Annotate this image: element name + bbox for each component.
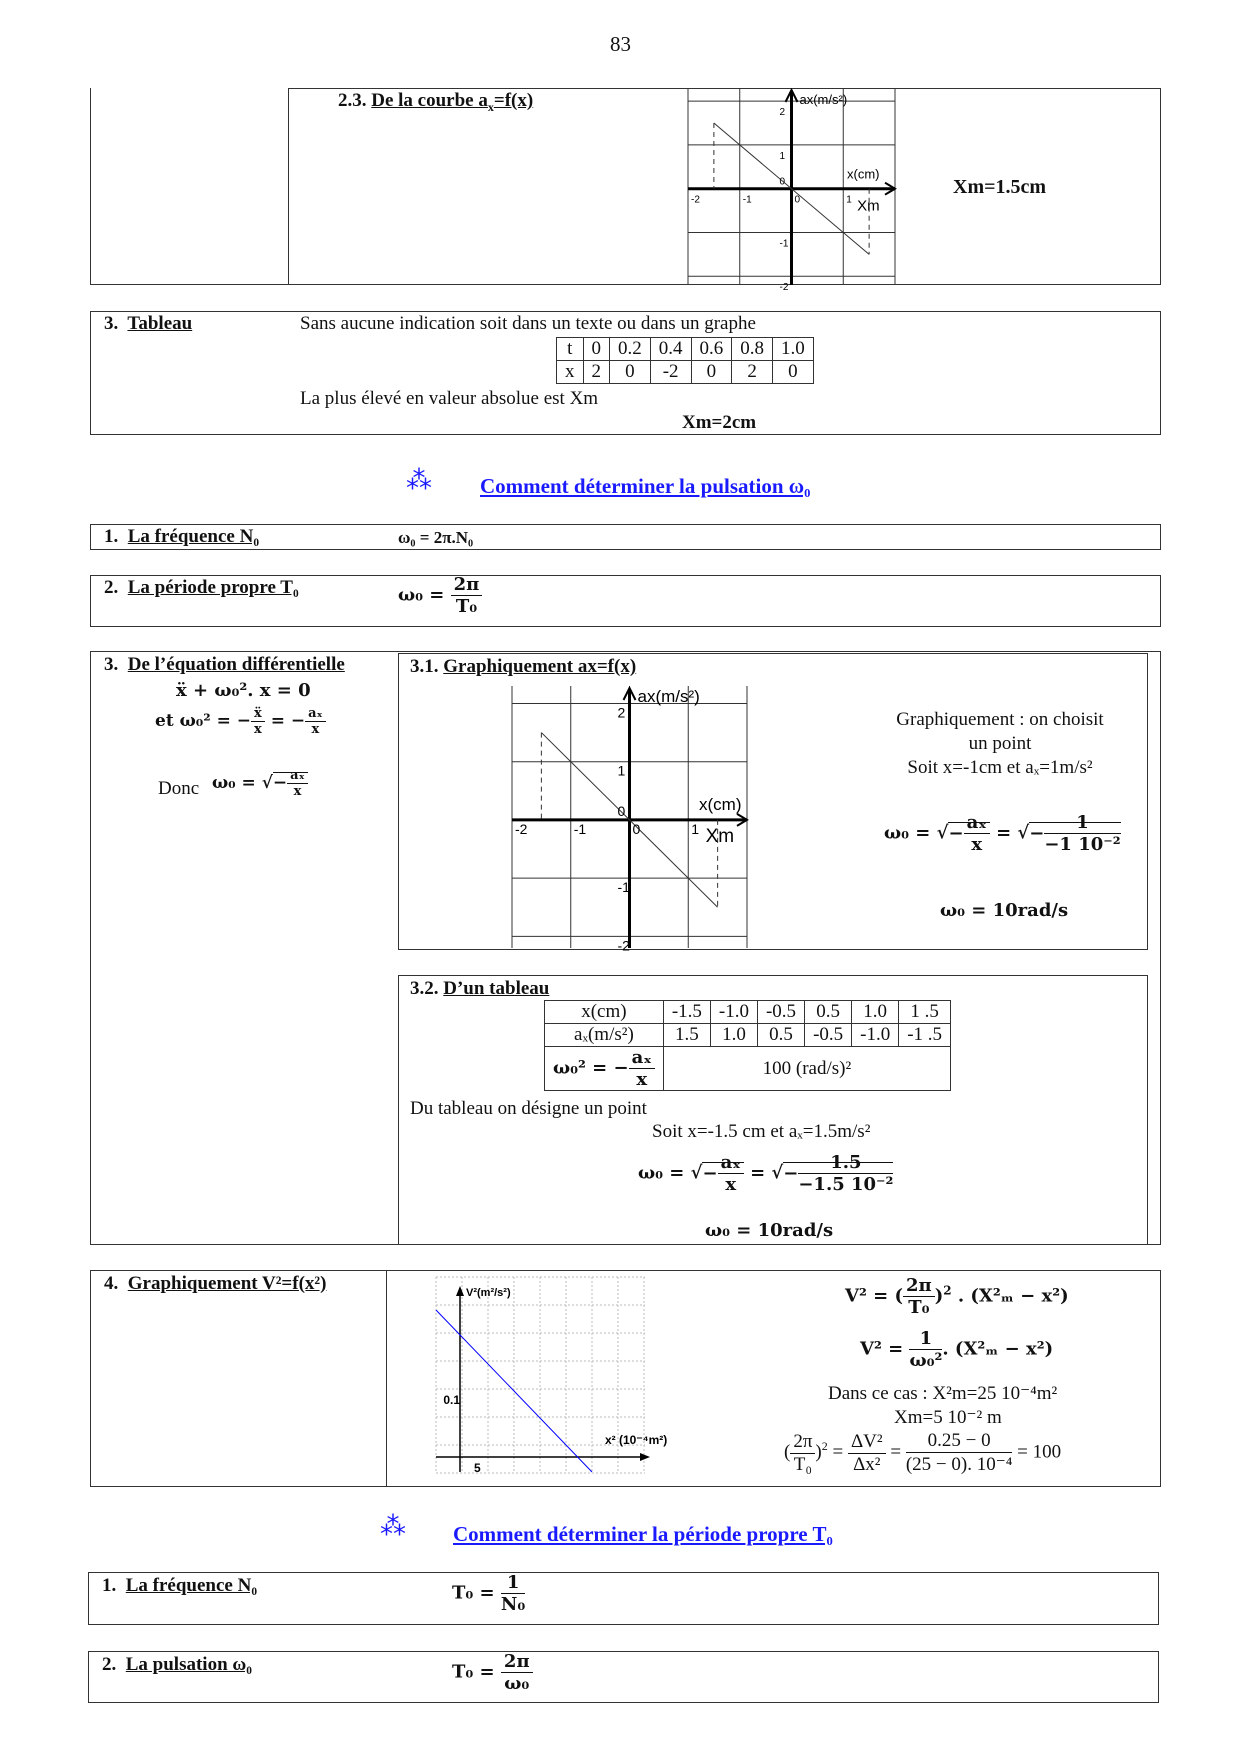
table-cell: -0.5 <box>757 1001 804 1024</box>
donc-label: Donc <box>158 778 200 799</box>
x-tick-label: 0 <box>794 194 801 206</box>
table-cell: 1.0 <box>773 338 814 361</box>
y-tick-label: 1 <box>617 762 626 779</box>
equation-2: et ω₀² = − $\frac{\text{ẍ}}{x}$ = − $\frac{\text{aₓ}}{x}$ <box>155 706 326 737</box>
table-cell: -1 .5 <box>899 1024 951 1047</box>
x-tick-label: -2 <box>691 194 700 206</box>
periode-title: 2. La période propre T₀ <box>104 577 299 598</box>
table-cell: -1.0 <box>710 1001 757 1024</box>
y-tick-label: 0 <box>779 176 786 188</box>
q1-title: 1. La fréquence N₀ <box>102 1575 258 1596</box>
tableau-result: Xm=2cm <box>682 412 757 433</box>
table-cell: -0.5 <box>805 1024 852 1047</box>
table-cell: 0 <box>773 361 814 384</box>
section-3-2-table <box>544 1000 951 1091</box>
asterism-icon: ⁂ <box>380 1512 406 1541</box>
graph-ax-vs-x-small <box>688 88 898 294</box>
section-3-2-result: ω₀ = 10rad/s <box>705 1220 834 1241</box>
v2-formula-3: ( $\frac{2\pi}{\text{T₀}}$ )$^2$ = $\frac{\text{ΔV²}}{\text{Δx²}}$ = $\frac{0.25 - 0}{\text{(25 − 0). 10⁻⁴}}$ = 100 <box>784 1430 1062 1475</box>
divider <box>386 1270 387 1487</box>
arrow-icon <box>640 1453 650 1461</box>
heading-pulsation: Comment déterminer la pulsation ω₀ <box>480 474 811 498</box>
table-cell: x <box>557 361 584 384</box>
table-cell: 0.2 <box>610 338 651 361</box>
v2-formula-1: V² = ( $\frac{2\pi}{\text{T₀}}$ )$^2$ . (X²ₘ − x²) <box>845 1275 1069 1318</box>
tableau-intro: Sans aucune indication soit dans un texte ou dans un graphe <box>300 313 756 334</box>
table-row <box>557 361 814 384</box>
section-3-2-title: 3.2. D’un tableau <box>410 978 550 999</box>
q1-formula: T₀ = $\frac{1}{\text{N₀}}$ <box>452 1572 526 1615</box>
y-tick-label: -2 <box>617 937 630 954</box>
q2-title: 2. La pulsation ω₀ <box>102 1654 252 1675</box>
section-3-2-text2: Soit x=-1.5 cm et aₓ=1.5m/s² <box>652 1121 871 1142</box>
table-cell: 1.0 <box>852 1001 899 1024</box>
x-tick-label: 0 <box>632 820 641 837</box>
table-row <box>557 338 814 361</box>
table-row <box>545 1024 951 1047</box>
y-tick-label: 0 <box>617 802 626 819</box>
section-3-2-text1: Du tableau on désigne un point <box>410 1098 647 1119</box>
frequence-title: 1. La fréquence N₀ <box>104 526 260 547</box>
table-cell: 0.5 <box>757 1024 804 1047</box>
xm-label: Xm <box>857 197 880 215</box>
table-cell: 2 <box>732 361 773 384</box>
table-cell: 1.5 <box>663 1024 710 1047</box>
v2-title: 4. Graphiquement V²=f(x²) <box>104 1273 327 1294</box>
y-tick-label: -2 <box>779 282 789 294</box>
table-cell: 0 <box>691 361 732 384</box>
xm-label: Xm <box>705 825 735 847</box>
section-2-3-title: 2.3. De la courbe $a_x=f(x)$ <box>338 90 534 114</box>
section-3-1-result: ω₀ = 10rad/s <box>940 900 1069 921</box>
table-cell: aₓ(m/s²) <box>545 1024 664 1047</box>
section-3-2-formula: ω₀ = √− $\frac{\text{aₓ}}{x}$ = √− $\frac{1.5}{\text{−1.5 10⁻²}}$ <box>638 1152 894 1195</box>
y-tick-label: 2 <box>617 704 626 721</box>
graph-v2-vs-x2 <box>430 1272 680 1482</box>
y-axis-label: V²(m²/s²) <box>466 1287 511 1299</box>
table-cell: 100 (rad/s)² <box>663 1047 950 1091</box>
tableau-title: 3. Tableau <box>104 313 193 334</box>
x-axis-label: x² (10⁻⁴m²) <box>605 1433 668 1447</box>
equation-1: ẍ + ω₀². x = 0 <box>176 680 311 701</box>
periode-formula: ω₀ = $\frac{2\pi}{\text{T₀}}$ <box>398 574 482 617</box>
tableau-table <box>556 337 814 384</box>
x-tick-label: -2 <box>515 820 528 837</box>
x-tick-label: 1 <box>691 820 700 837</box>
x-tick-label: -1 <box>742 194 752 206</box>
table-cell: -2 <box>650 361 691 384</box>
section-3-1-title: 3.1. Graphiquement ax=f(x) <box>410 656 637 677</box>
donc-formula: ω₀ = √− $\frac{\text{aₓ}}{x}$ <box>212 768 308 799</box>
table-cell: 0.6 <box>691 338 732 361</box>
table-cell: 0 <box>583 338 610 361</box>
y-tick-label: 1 <box>779 150 786 162</box>
v2-text1: Dans ce cas : X²m=25 10⁻⁴m² <box>828 1383 1058 1404</box>
y-axis-label: ax(m/s²) <box>637 687 700 706</box>
table-cell: -1.0 <box>852 1024 899 1047</box>
table-cell: 0.8 <box>732 338 773 361</box>
arrow-icon <box>456 1286 464 1296</box>
y-tick-label: -1 <box>617 879 630 896</box>
x-tick-label: 1 <box>846 194 852 206</box>
x-axis-label: x(cm) <box>699 794 742 814</box>
result-xm: Xm=1.5cm <box>953 176 1047 198</box>
y-tick-label: -1 <box>779 238 789 250</box>
equation-diff-title: 3. De l’équation différentielle <box>104 654 345 675</box>
table-row <box>545 1047 951 1091</box>
q2-formula: T₀ = $\frac{2\pi}{\text{ω₀}}$ <box>452 1651 533 1694</box>
y-tick-label: 2 <box>779 107 786 119</box>
table-cell: 2 <box>583 361 610 384</box>
table-cell: ω₀² = − $\frac{\text{aₓ}}{x}$ <box>545 1047 664 1091</box>
section-3-1-text: Graphiquement : on choisit un point Soit x=-1cm et aₓ=1m/s² <box>896 709 1104 778</box>
table-cell: -1.5 <box>663 1001 710 1024</box>
heading-periode: Comment déterminer la période propre T₀ <box>453 1522 833 1546</box>
tableau-note: La plus élevé en valeur absolue est Xm <box>300 388 599 409</box>
x-tick-label: 5 <box>474 1461 481 1475</box>
frequence-formula: ω₀ = 2π.N₀ <box>398 528 474 547</box>
section-3-1-formula: ω₀ = √− $\frac{\text{aₓ}}{x}$ = √− $\frac{1}{\text{−1 10⁻²}}$ <box>884 812 1121 855</box>
table-cell: 0 <box>610 361 651 384</box>
v2-formula-2: V² = $\frac{1}{\text{ω₀²}}$ . (X²ₘ − x²) <box>860 1328 1054 1371</box>
y-tick-label: 0.1 <box>443 1393 460 1407</box>
page-number: 83 <box>610 32 631 56</box>
asterism-icon: ⁂ <box>406 466 432 495</box>
x-axis-label: x(cm) <box>847 166 880 182</box>
table-cell: 0.4 <box>650 338 691 361</box>
graph-ax-vs-x <box>512 686 752 954</box>
table-row <box>545 1001 951 1024</box>
table-cell: 1.0 <box>710 1024 757 1047</box>
y-axis-label: ax(m/s²) <box>799 92 848 107</box>
table-cell: 1 .5 <box>899 1001 951 1024</box>
table-cell: 0.5 <box>805 1001 852 1024</box>
x-tick-label: -1 <box>573 820 587 837</box>
v2-text2: Xm=5 10⁻² m <box>894 1407 1002 1428</box>
table-cell: x(cm) <box>545 1001 664 1024</box>
table-cell: t <box>557 338 584 361</box>
